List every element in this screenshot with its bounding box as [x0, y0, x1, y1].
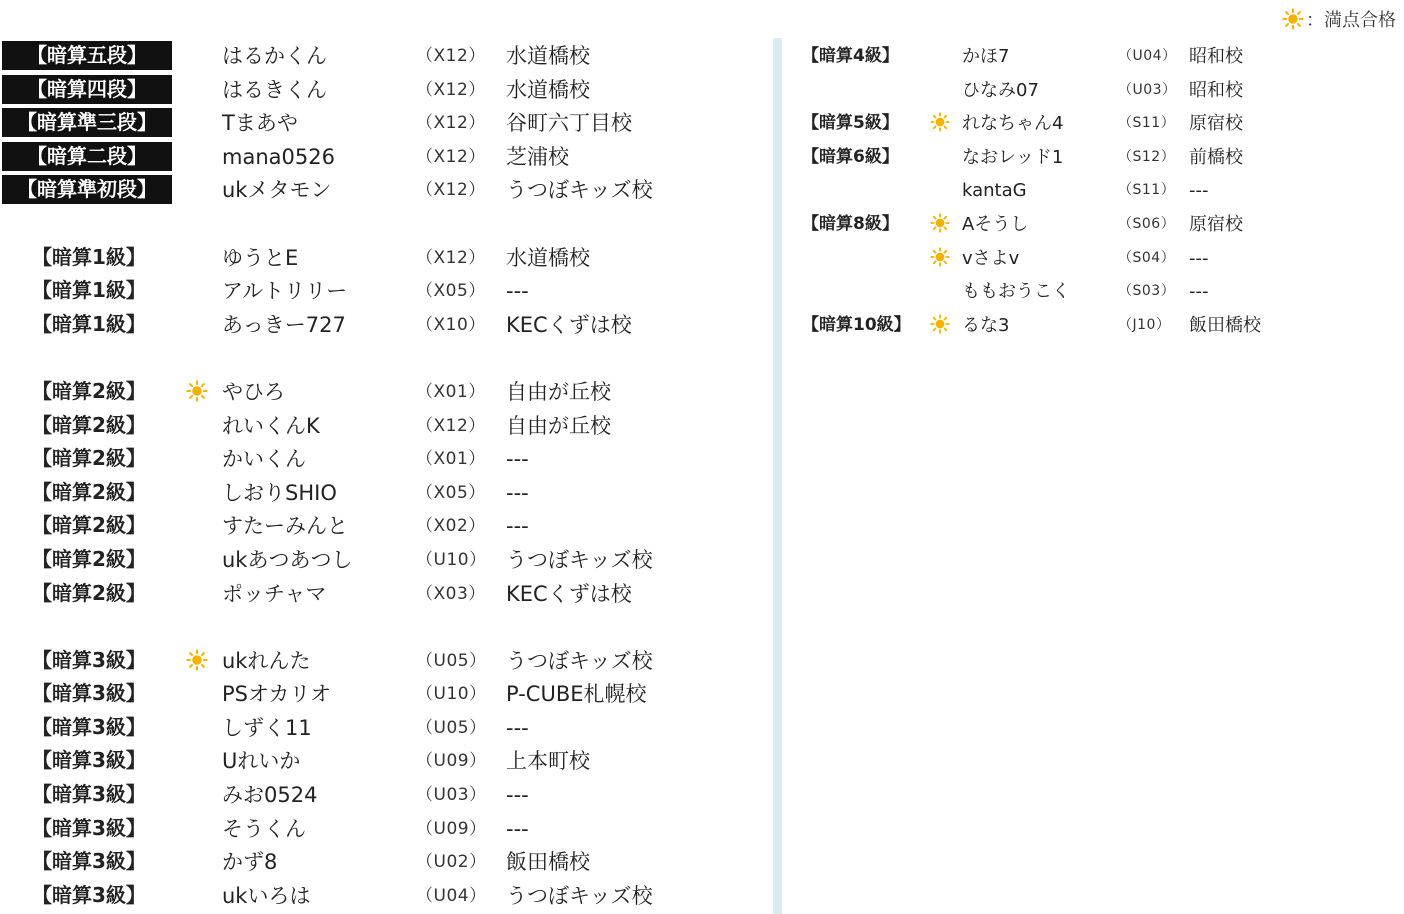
school-name: 昭和校: [1189, 79, 1243, 101]
class-code: （X12）: [416, 415, 486, 436]
result-row: [0, 779, 760, 813]
rank-label: 【暗算準初段】: [2, 175, 172, 204]
class-code: （U09）: [416, 751, 487, 772]
class-code: （X05）: [416, 482, 486, 503]
school-name: 前橋校: [1189, 146, 1243, 168]
school-name: 原宿校: [1189, 213, 1243, 235]
class-code: （X12）: [416, 46, 486, 66]
student-name: れいくんK: [222, 413, 320, 438]
class-code: （U05）: [416, 717, 487, 738]
student-name: ももおうこく: [962, 281, 1070, 303]
rank-label: 【暗算3級】: [32, 815, 146, 840]
rank-label: 【暗算3級】: [32, 782, 146, 807]
result-row: [796, 174, 1396, 208]
sun-icon: [186, 649, 208, 671]
school-name: 自由が丘校: [506, 379, 611, 404]
student-name: やひろ: [222, 379, 285, 404]
class-code: （U04）: [416, 885, 487, 906]
sun-icon: [930, 314, 950, 334]
student-name: あっきー727: [222, 312, 346, 337]
school-name: ---: [506, 447, 529, 472]
class-code: （X12）: [416, 247, 486, 268]
result-row: [0, 846, 760, 880]
student-name: かほ7: [962, 46, 1010, 67]
rank-label: 【暗算五段】: [2, 41, 172, 70]
result-row: [0, 174, 760, 208]
result-row: [796, 141, 1396, 175]
result-row: [0, 107, 760, 141]
student-name: ukいろは: [222, 883, 311, 908]
result-row: [796, 208, 1396, 242]
student-name: るな3: [962, 314, 1010, 336]
class-code: （X01）: [416, 381, 486, 402]
student-name: なおレッド1: [962, 146, 1064, 168]
result-row: [0, 477, 760, 511]
school-name: ---: [1189, 180, 1209, 202]
result-row: [0, 141, 760, 175]
class-code: （X05）: [416, 281, 486, 302]
class-code: （S04）: [1118, 249, 1176, 266]
student-name: すたーみんと: [222, 514, 348, 539]
class-code: （S11）: [1118, 182, 1176, 199]
result-row: [0, 443, 760, 477]
sun-icon: [1282, 8, 1304, 30]
result-row: [796, 309, 1396, 343]
result-row: [0, 242, 760, 276]
result-row: [0, 544, 760, 578]
school-name: 芝浦校: [506, 144, 569, 169]
school-name: P-CUBE札幌校: [506, 682, 647, 707]
school-name: 飯田橋校: [1189, 314, 1261, 336]
class-code: （U09）: [416, 818, 487, 839]
rank-label: 【暗算2級】: [32, 580, 146, 605]
student-name: Aそうし: [962, 213, 1029, 235]
class-code: （X12）: [416, 113, 486, 134]
class-code: （U02）: [416, 852, 487, 873]
school-name: 自由が丘校: [506, 413, 611, 438]
school-name: うつぼキッズ校: [506, 178, 653, 203]
rank-label: 【暗算8級】: [802, 213, 899, 234]
result-row: [796, 107, 1396, 141]
class-code: （X01）: [416, 449, 486, 470]
student-name: アルトリリー: [222, 279, 348, 304]
sun-icon: [186, 380, 208, 402]
school-name: KECくずは校: [506, 312, 632, 337]
rank-label: 【暗算2級】: [32, 546, 146, 571]
school-name: 谷町六丁目校: [506, 111, 632, 136]
student-name: みお0524: [222, 783, 318, 808]
school-name: ---: [506, 715, 529, 740]
student-name: れなちゃん4: [962, 113, 1064, 135]
class-code: （X03）: [416, 583, 486, 604]
student-name: ukれんた: [222, 648, 311, 673]
class-code: （U03）: [1118, 81, 1177, 98]
class-code: （S12）: [1118, 148, 1176, 165]
class-code: （S03）: [1118, 283, 1176, 300]
school-name: 原宿校: [1189, 113, 1243, 135]
rank-label: 【暗算四段】: [2, 75, 172, 104]
school-name: うつぼキッズ校: [506, 648, 653, 673]
left-results-column: [0, 40, 760, 913]
result-row: [0, 745, 760, 779]
student-name: はるかくん: [222, 44, 327, 68]
student-name: ゆうとE: [222, 245, 299, 270]
student-name: はるきくん: [222, 77, 327, 102]
class-code: （X12）: [416, 79, 486, 100]
class-code: （S11）: [1118, 115, 1176, 132]
student-name: vさよv: [962, 247, 1020, 269]
result-row: [0, 678, 760, 712]
result-row: [0, 510, 760, 544]
student-name: mana0526: [222, 144, 335, 169]
rank-label: 【暗算10級】: [802, 314, 911, 335]
class-code: （U05）: [416, 650, 487, 671]
spacer-row: [0, 342, 760, 376]
rank-label: 【暗算2級】: [32, 446, 146, 471]
school-name: うつぼキッズ校: [506, 547, 653, 572]
class-code: （X12）: [416, 180, 486, 201]
rank-label: 【暗算2級】: [32, 479, 146, 504]
rank-label: 【暗算3級】: [32, 681, 146, 706]
result-row: [796, 40, 1396, 74]
class-code: （U04）: [1118, 48, 1177, 64]
school-name: ---: [1189, 247, 1209, 269]
result-row: [0, 645, 760, 679]
class-code: （U03）: [416, 785, 487, 806]
student-name: ukあつあつし: [222, 547, 353, 572]
school-name: ---: [506, 816, 529, 841]
student-name: ひなみ07: [962, 79, 1039, 101]
result-row: [0, 309, 760, 343]
school-name: 上本町校: [506, 749, 590, 774]
school-name: ---: [1189, 281, 1209, 303]
result-row: [796, 242, 1396, 276]
student-name: Uれいか: [222, 749, 301, 774]
class-code: （X02）: [416, 516, 486, 537]
student-name: kantaG: [962, 180, 1027, 202]
legend: [1282, 6, 1396, 32]
student-name: PSオカリオ: [222, 682, 332, 707]
result-row: [0, 712, 760, 746]
right-results-column: [796, 40, 1396, 342]
rank-label: 【暗算二段】: [2, 142, 172, 171]
school-name: 水道橋校: [506, 44, 590, 68]
student-name: しおりSHIO: [222, 480, 337, 505]
school-name: ---: [506, 783, 529, 808]
class-code: （X10）: [416, 314, 486, 335]
rank-label: 【暗算3級】: [32, 849, 146, 874]
school-name: ---: [506, 480, 529, 505]
school-name: 飯田橋校: [506, 850, 590, 875]
student-name: ポッチャマ: [222, 581, 327, 606]
result-row: [796, 275, 1396, 309]
student-name: Tまあや: [222, 111, 298, 136]
sun-icon: [930, 247, 950, 267]
student-name: ukメタモン: [222, 178, 332, 203]
rank-label: 【暗算3級】: [32, 714, 146, 739]
rank-label: 【暗算1級】: [32, 278, 146, 303]
school-name: 水道橋校: [506, 245, 590, 270]
rank-label: 【暗算準三段】: [2, 108, 172, 137]
school-name: KECくずは校: [506, 581, 632, 606]
sun-icon: [930, 112, 950, 132]
student-name: そうくん: [222, 816, 306, 841]
class-code: （J10）: [1118, 316, 1171, 333]
school-name: うつぼキッズ校: [506, 883, 653, 908]
result-row: [0, 376, 760, 410]
rank-label: 【暗算2級】: [32, 412, 146, 437]
student-name: かず8: [222, 850, 278, 875]
result-row: [0, 578, 760, 612]
rank-label: 【暗算3級】: [32, 748, 146, 773]
result-row: [0, 410, 760, 444]
legend-label: ：満点合格: [1306, 10, 1396, 31]
rank-label: 【暗算1級】: [32, 244, 146, 269]
sun-icon: [930, 213, 950, 233]
rank-label: 【暗算4級】: [802, 46, 899, 66]
student-name: かいくん: [222, 447, 306, 472]
class-code: （X12）: [416, 146, 486, 167]
spacer-row: [0, 611, 760, 645]
result-row: [0, 880, 760, 914]
class-code: （S06）: [1118, 215, 1176, 232]
rank-label: 【暗算5級】: [802, 113, 899, 134]
rank-label: 【暗算2級】: [32, 378, 146, 403]
class-code: （U10）: [416, 684, 487, 705]
result-row: [0, 813, 760, 847]
school-name: 水道橋校: [506, 77, 590, 102]
school-name: ---: [506, 514, 529, 539]
result-row: [0, 275, 760, 309]
rank-label: 【暗算6級】: [802, 146, 899, 167]
rank-label: 【暗算3級】: [32, 647, 146, 672]
rank-label: 【暗算3級】: [32, 882, 146, 907]
class-code: （U10）: [416, 549, 487, 570]
spacer-row: [0, 208, 760, 242]
result-row: [0, 40, 760, 74]
rank-label: 【暗算1級】: [32, 311, 146, 336]
result-row: [796, 74, 1396, 108]
column-divider: [773, 38, 782, 914]
student-name: しずく11: [222, 715, 312, 740]
rank-label: 【暗算2級】: [32, 513, 146, 538]
school-name: 昭和校: [1189, 46, 1243, 67]
result-row: [0, 74, 760, 108]
school-name: ---: [506, 279, 529, 304]
